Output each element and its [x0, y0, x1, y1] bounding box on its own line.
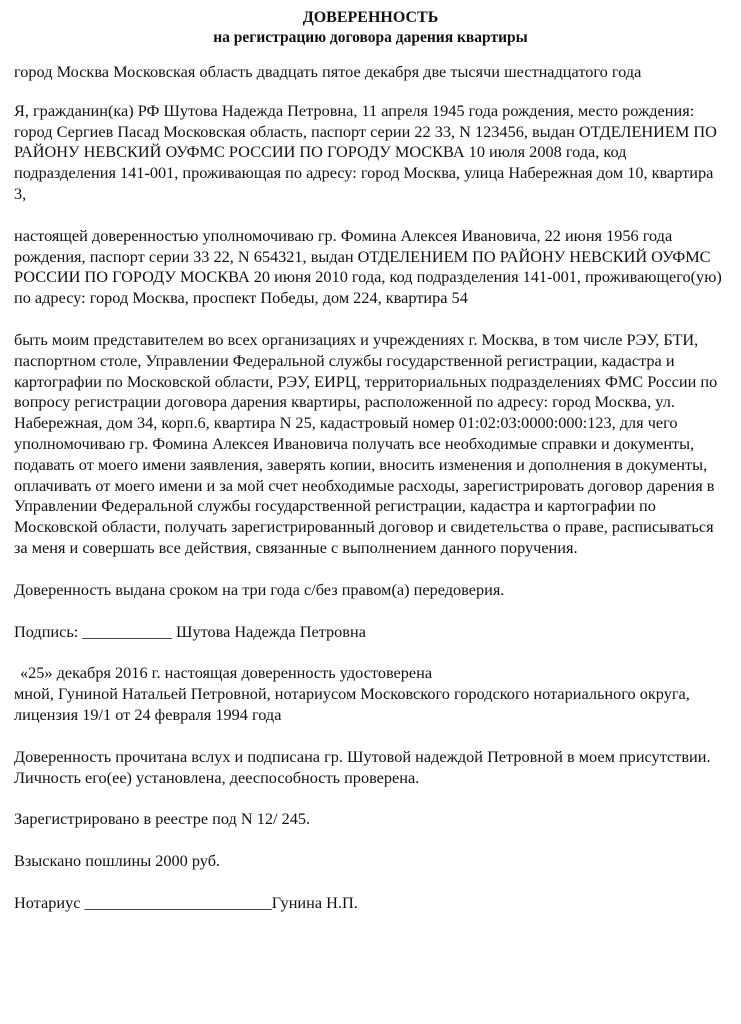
term-paragraph: Доверенность выдана сроком на три года с/без правом(а) передоверия.	[14, 579, 505, 599]
signature-name: Шутова Надежда Петровна	[176, 621, 366, 641]
place-date-paragraph: город Москва Московская область двадцать пятое декабря две тысячи шестнадцатого года	[14, 62, 642, 81]
signature-label: Подпись:	[14, 621, 79, 641]
signature-row	[14, 622, 727, 643]
registry-paragraph: Зарегистрировано в реестре под N 12/ 245.	[14, 809, 311, 829]
signature-line: ___________	[82, 621, 172, 641]
notary-label: Нотариус	[14, 892, 81, 912]
certification-paragraph: мной, Гуниной Натальей Петровной, нотариусом Московского городского нотариального округа, лицензия 19/1 от 24 февраля 1994 года	[14, 684, 690, 724]
document-subtitle: на регистрацию договора дарения квартиры	[213, 29, 528, 46]
notary-name: Гунина Н.П.	[271, 892, 358, 912]
powers-paragraph: быть моим представителем во всех организациях и учреждениях г. Москва, в том числе РЭУ, БТИ, паспортном столе, Управлении Федеральной службы государственной регистрации, кадастра и картографии по Московской области, РЭУ, ЕИРЦ, территориальных подразделениях ФМС России по вопросу регистрации договора дарения квартиры, расположенной по адресу: город Москва, ул. Набережная, дом 34, корп.6, квартира N 25, кадастровый номер 01:02:03:0000:000:123, для чего уполномочиваю гр. Фомина Алексея Ивановича получать все необходимые справки и документы, подавать от моего имени заявления, заверять копии, вносить изменения и дополнения в документы, оплачивать от моего имени и за мой счет необходимые расходы, зарегистрировать договор дарения в Управлении Федеральной службы государственной регистрации, кадастра и картографии по Московской области, получать зарегистрированный договор и свидетельства о праве, расписываться за меня и совершать все действия, связанные с выполнением данного поручения.	[14, 329, 718, 557]
fee-paragraph: Взыскано пошлины 2000 руб.	[14, 851, 221, 871]
notary-row	[14, 893, 727, 914]
read-aloud-paragraph: Доверенность прочитана вслух и подписана гр. Шутовой надеждой Петровной в моем присутствии. Личность его(ее) установлена, дееспособность проверена.	[14, 746, 711, 787]
principal-paragraph: Я, гражданин(ка) РФ Шутова Надежда Петровна, 11 апреля 1945 года рождения, место рождения: город Сергиев Пасад Московская область, паспорт серии 22 33, N 123456, выдан ОТДЕЛЕНИЕМ ПО РАЙОНУ НЕВСКИЙ ОУФМС РОССИИ ПО ГОРОДУ МОСКВА 10 июля 2008 года, код подразделения 141-001, проживающая по адресу: город Москва, улица Набережная дом 10, квартира 3,	[14, 100, 717, 203]
document-title: ДОВЕРЕННОСТЬ	[302, 9, 439, 26]
attorney-paragraph: настоящей доверенностью уполномочиваю гр. Фомина Алексея Ивановича, 22 июня 1956 года рождения, паспорт серии 33 22, N 654321, выдан ОТДЕЛЕНИЕМ ПО РАЙОНУ НЕВСКИЙ ОУФМС РОССИИ ПО ГОРОДУ МОСКВА 20 июня 2010 года, код подразделения 141-001, проживающего(ую) по адресу: город Москва, проспект Победы, дом 224, квартира 54	[14, 225, 722, 308]
notary-line: _______________________	[84, 892, 272, 912]
certification-line: «25» декабря 2016 г. настоящая доверенность удостоверена	[20, 663, 433, 683]
